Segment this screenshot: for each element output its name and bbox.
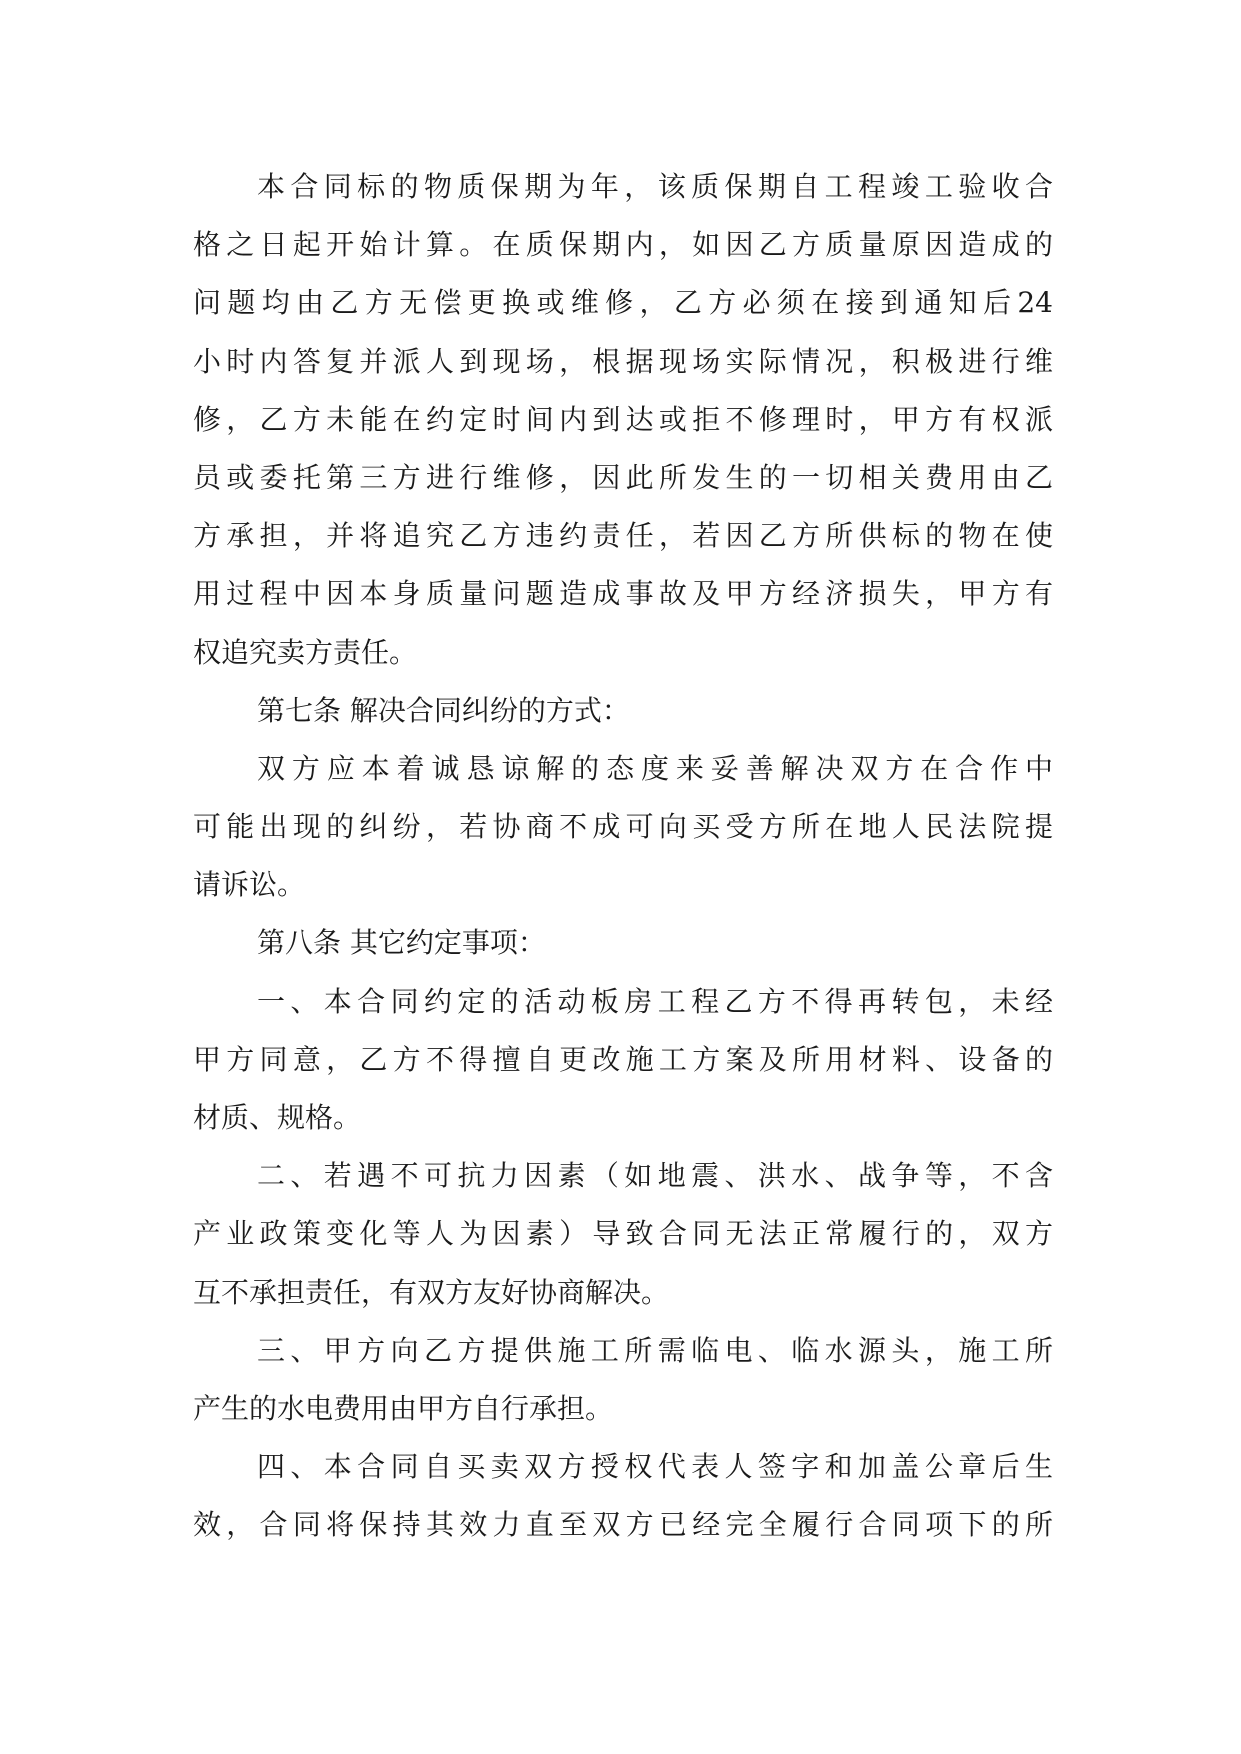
section-heading: 第七条 解决合同纠纷的方式：	[257, 693, 630, 727]
text-line: 甲方同意，乙方不得擅自更改施工方案及所用材料、设备的	[193, 1042, 1053, 1076]
section-heading: 第八条 其它约定事项：	[257, 926, 546, 960]
text-line: 员或委托第三方进行维修，因此所发生的一切相关费用由乙	[193, 460, 1053, 494]
text-line: 二、若遇不可抗力因素（如地震、洪水、战争等，不含	[257, 1159, 1053, 1193]
text-line: 四、本合同自买卖双方授权代表人签字和加盖公章后生	[257, 1450, 1053, 1484]
text-line: 用过程中因本身质量问题造成事故及甲方经济损失，甲方有	[193, 577, 1053, 611]
text-line: 三、甲方向乙方提供施工所需临电、临水源头，施工所	[257, 1333, 1053, 1367]
document-body	[193, 158, 1053, 1555]
text-line: 互不承担责任，有双方友好协商解决。	[193, 1275, 670, 1309]
text-line: 可能出现的纠纷，若协商不成可向买受方所在地人民法院提	[193, 810, 1053, 844]
text-line: 产业政策变化等人为因素）导致合同无法正常履行的，双方	[193, 1217, 1053, 1251]
text-line: 效，合同将保持其效力直至双方已经完全履行合同项下的所	[193, 1508, 1053, 1542]
text-line: 产生的水电费用由甲方自行承担。	[193, 1391, 614, 1425]
text-line: 格之日起开始计算。在质保期内，如因乙方质量原因造成的	[193, 228, 1053, 262]
text-line: 一、本合同约定的活动板房工程乙方不得再转包，未经	[257, 984, 1053, 1018]
text-line: 小时内答复并派人到现场，根据现场实际情况，积极进行维	[193, 344, 1053, 378]
text-line: 本合同标的物质保期为年，该质保期自工程竣工验收合	[257, 170, 1053, 203]
text-line: 问题均由乙方无偿更换或维修，乙方必须在接到通知后24	[193, 286, 1053, 320]
text-line: 修，乙方未能在约定时间内到达或拒不修理时，甲方有权派	[193, 402, 1053, 436]
text-line: 请诉讼。	[193, 868, 306, 902]
text-line: 材质、规格。	[193, 1101, 362, 1134]
text-line: 方承担，并将追究乙方违约责任，若因乙方所供标的物在使	[193, 519, 1053, 553]
text-line: 双方应本着诚恳谅解的态度来妥善解决双方在合作中	[257, 751, 1053, 785]
text-line: 权追究卖方责任。	[193, 635, 418, 669]
